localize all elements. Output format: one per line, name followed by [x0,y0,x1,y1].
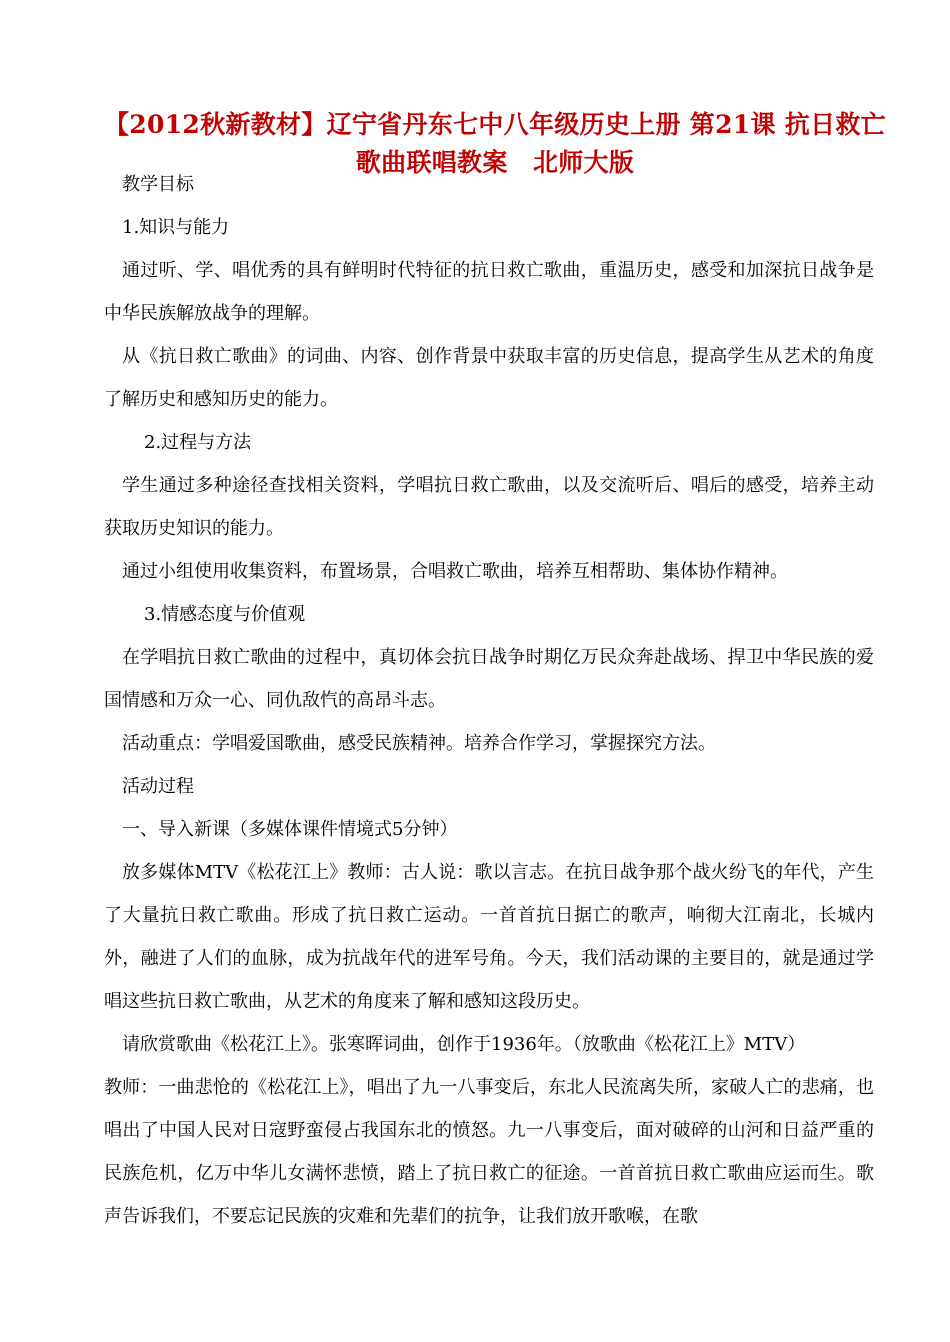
paragraph: 从《抗日救亡歌曲》的词曲、内容、创作背景中获取丰富的历史信息，提高学生从艺术的角度了解历史和感知历史的能力。 [104,346,874,410]
paragraph: 通过听、学、唱优秀的具有鲜明时代特征的抗日救亡歌曲，重温历史，感受和加深抗日战争是中华民族解放战争的理解。 [104,260,874,324]
section-heading-process: 活动过程 [122,776,194,797]
paragraph: 通过小组使用收集资料，布置场景，合唱救亡歌曲，培养互相帮助、集体协作精神。 [122,561,788,582]
paragraph: 在学唱抗日救亡歌曲的过程中，真切体会抗日战争时期亿万民众奔赴战场、捍卫中华民族的爱国情感和万众一心、同仇敌忾的高昂斗志。 [104,647,874,711]
subheading-knowledge: 1.知识与能力 [122,217,230,238]
document-title: 【2012秋新教材】辽宁省丹东七中八年级历史上册 第21课 抗日救亡歌曲联唱教案 北师大版 [104,110,886,177]
paragraph: 请欣赏歌曲《松花江上》。张寒晖词曲，创作于1936年。（放歌曲《松花江上》MTV） [122,1034,806,1055]
section-heading-objectives: 教学目标 [122,174,194,195]
paragraph-key-points: 活动重点：学唱爱国歌曲，感受民族精神。培养合作学习，掌握探究方法。 [122,733,716,754]
subheading-introduction: 一、导入新课（多媒体课件情境式5分钟） [122,819,458,840]
paragraph: 放多媒体MTV《松花江上》教师：古人说：歌以言志。在抗日战争那个战火纷飞的年代，产生了大量抗日救亡歌曲。形成了抗日救亡运动。一首首抗日据亡的歌声，响彻大江南北，长城内外，融进了人们的血脉，成为抗战年代的进军号角。今天，我们活动课的主要目的，就是通过学唱这些抗日救亡歌曲，从艺术的角度来了解和感知这段历史。 [104,862,874,1012]
document-body [104,163,874,1238]
subheading-attitude: 3.情感态度与价值观 [144,604,306,625]
subheading-process: 2.过程与方法 [144,432,252,453]
paragraph: 教师：一曲悲怆的《松花江上》，唱出了九一八事变后，东北人民流离失所，家破人亡的悲痛，也唱出了中国人民对日寇野蛮侵占我国东北的愤怒。九一八事变后，面对破碎的山河和日益严重的民族危机，亿万中华儿女满怀悲愤，踏上了抗日救亡的征途。一首首抗日救亡歌曲应运而生。歌声告诉我们，不要忘记民族的灾难和先辈们的抗争，让我们放开歌喉，在歌 [104,1077,874,1227]
paragraph: 学生通过多种途径查找相关资料，学唱抗日救亡歌曲，以及交流听后、唱后的感受，培养主动获取历史知识的能力。 [104,475,874,539]
